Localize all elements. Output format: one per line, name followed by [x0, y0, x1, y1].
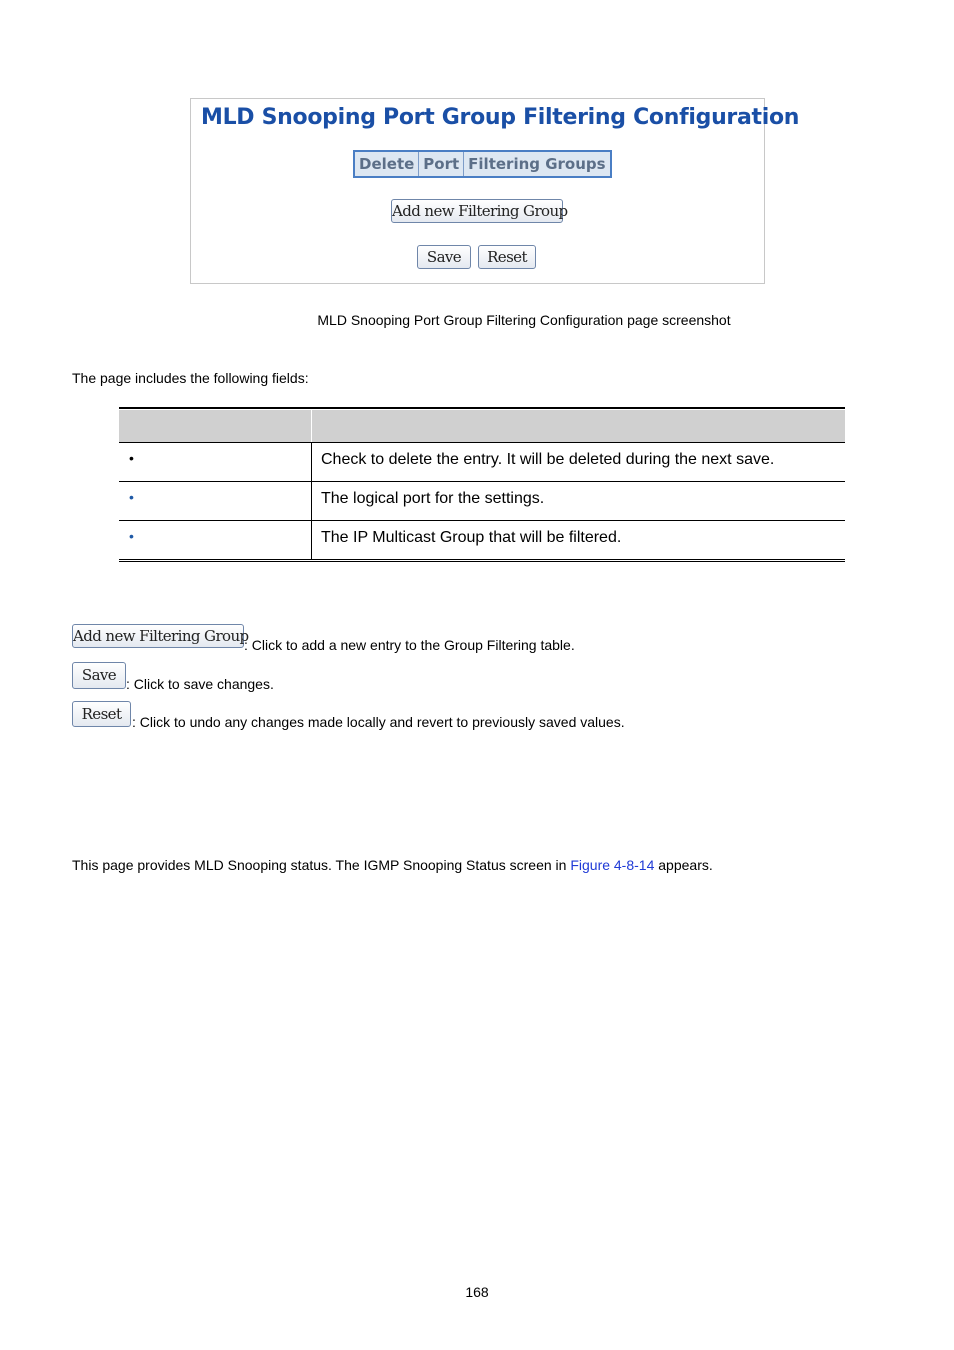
reset-button[interactable]: Reset: [72, 701, 131, 727]
page-title: MLD Snooping Port Group Filtering Configuration: [201, 105, 800, 130]
table-row: [119, 442, 845, 482]
table-cell-description: The logical port for the settings.: [321, 490, 545, 507]
table-cell-description: The IP Multicast Group that will be filtered.: [321, 529, 622, 546]
reset-button-help: : Click to undo any changes made locally and revert to previously saved values.: [132, 714, 625, 730]
table-cell-object: [119, 521, 312, 559]
intro-text: The page includes the following fields:: [72, 370, 309, 386]
table-row: [119, 482, 845, 521]
bullet: •: [129, 489, 134, 505]
status-text-before: This page provides MLD Snooping status. The IGMP Snooping Status screen in: [72, 857, 571, 873]
bullet: •: [129, 528, 134, 544]
status-paragraph: [72, 857, 713, 873]
header-description: [312, 410, 845, 442]
figure-link[interactable]: Figure 4-8-14: [570, 857, 655, 873]
status-text-after: appears.: [654, 857, 713, 873]
save-button[interactable]: Save: [417, 245, 471, 269]
save-button[interactable]: Save: [72, 662, 126, 689]
table-header-row: [119, 409, 845, 442]
table-row: [119, 521, 845, 559]
table-cell-description: Check to delete the entry. It will be deleted during the next save.: [321, 451, 775, 468]
column-header-delete: Delete: [355, 152, 419, 176]
add-button-help: : Click to add a new entry to the Group Filtering table.: [244, 637, 575, 653]
figure-caption: MLD Snooping Port Group Filtering Configuration page screenshot: [317, 312, 731, 328]
column-header-port: Port: [419, 152, 464, 176]
filtering-table-header: [353, 150, 612, 178]
save-button-help: : Click to save changes.: [126, 676, 274, 692]
page-number: 168: [465, 1284, 489, 1300]
reset-button[interactable]: Reset: [478, 245, 536, 269]
table-cell-object: [119, 482, 312, 520]
screenshot-panel: [190, 98, 800, 284]
add-new-filtering-group-button[interactable]: Add new Filtering Group: [72, 624, 244, 648]
table-cell-object: [119, 443, 312, 481]
add-new-filtering-group-button[interactable]: Add new Filtering Group: [391, 199, 563, 223]
bullet: •: [129, 450, 134, 466]
header-object: [119, 410, 312, 442]
column-header-filtering-groups: Filtering Groups: [468, 155, 606, 173]
fields-table: [119, 407, 845, 562]
table-bottom-rule: [119, 559, 845, 562]
